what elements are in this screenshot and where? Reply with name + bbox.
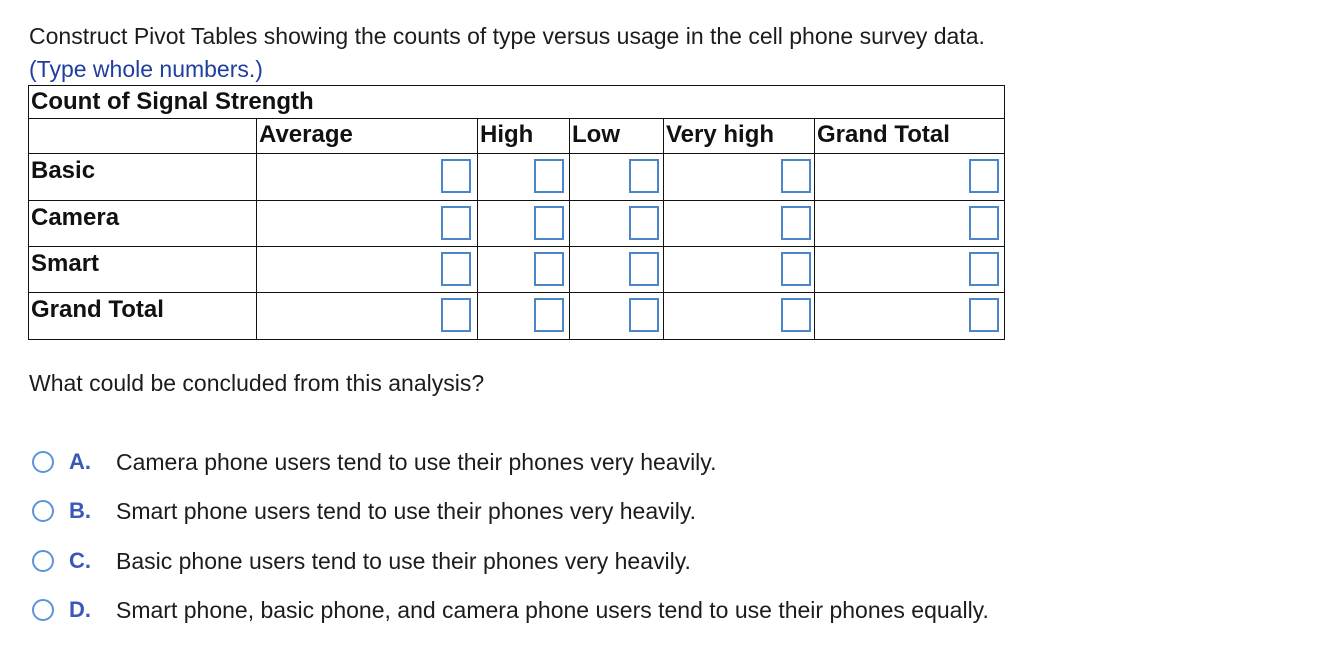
answer-input-basic-very-high[interactable] [781, 159, 811, 193]
conclusion-prompt: What could be concluded from this analysis? [29, 370, 485, 396]
radio-button-a[interactable] [32, 451, 54, 473]
answer-input-basic-high[interactable] [534, 159, 564, 193]
row-divider [29, 292, 1004, 293]
radio-button-c[interactable] [32, 550, 54, 572]
answer-input-camera-low[interactable] [629, 206, 659, 240]
answer-input-camera-high[interactable] [534, 206, 564, 240]
option-d[interactable] [32, 595, 989, 625]
option-text: Smart phone users tend to use their phones very heavily. [116, 497, 697, 524]
option-text: Camera phone users tend to use their phones very heavily. [116, 448, 717, 475]
answer-input-total-very-high[interactable] [781, 298, 811, 332]
instruction-hint: (Type whole numbers.) [29, 56, 263, 82]
row-label-basic: Basic [31, 157, 96, 184]
option-c[interactable] [32, 546, 691, 576]
answer-input-total-high[interactable] [534, 298, 564, 332]
answer-input-camera-grand-total[interactable] [969, 206, 999, 240]
option-letter: D. [69, 597, 91, 622]
option-text: Basic phone users tend to use their phones very heavily. [116, 547, 691, 574]
answer-input-total-grand-total[interactable] [969, 298, 999, 332]
answer-input-smart-high[interactable] [534, 252, 564, 286]
row-divider [29, 153, 1004, 154]
option-text: Smart phone, basic phone, and camera phone users tend to use their phones equally. [116, 596, 989, 623]
answer-input-smart-very-high[interactable] [781, 252, 811, 286]
answer-input-total-low[interactable] [629, 298, 659, 332]
answer-input-basic-low[interactable] [629, 159, 659, 193]
row-label-grand-total: Grand Total [31, 296, 164, 323]
answer-input-total-average[interactable] [441, 298, 471, 332]
question-text: Construct Pivot Tables showing the counts of type versus usage in the cell phone survey data. [29, 23, 985, 49]
column-header-low: Low [572, 121, 620, 148]
col-divider [663, 118, 664, 339]
row-label-camera: Camera [31, 204, 120, 231]
radio-button-b[interactable] [32, 500, 54, 522]
column-header-very-high: Very high [666, 121, 775, 148]
option-letter: C. [69, 548, 91, 573]
column-header-high: High [480, 121, 534, 148]
row-divider [29, 200, 1004, 201]
answer-input-basic-average[interactable] [441, 159, 471, 193]
answer-input-basic-grand-total[interactable] [969, 159, 999, 193]
column-header-average: Average [259, 121, 353, 148]
pivot-caption: Count of Signal Strength [31, 88, 314, 115]
option-letter: A. [69, 449, 91, 474]
radio-button-d[interactable] [32, 599, 54, 621]
pivot-table [28, 85, 1005, 340]
col-divider [477, 118, 478, 339]
col-divider [256, 118, 257, 339]
col-divider [569, 118, 570, 339]
answer-input-camera-very-high[interactable] [781, 206, 811, 240]
row-label-smart: Smart [31, 250, 100, 277]
option-b[interactable] [32, 496, 696, 526]
option-a[interactable] [32, 447, 716, 477]
col-divider [814, 118, 815, 339]
row-divider [29, 246, 1004, 247]
answer-input-smart-low[interactable] [629, 252, 659, 286]
column-header-grand-total: Grand Total [817, 121, 950, 148]
row-divider [29, 118, 1004, 119]
option-letter: B. [69, 498, 91, 523]
answer-input-camera-average[interactable] [441, 206, 471, 240]
answer-input-smart-average[interactable] [441, 252, 471, 286]
answer-input-smart-grand-total[interactable] [969, 252, 999, 286]
